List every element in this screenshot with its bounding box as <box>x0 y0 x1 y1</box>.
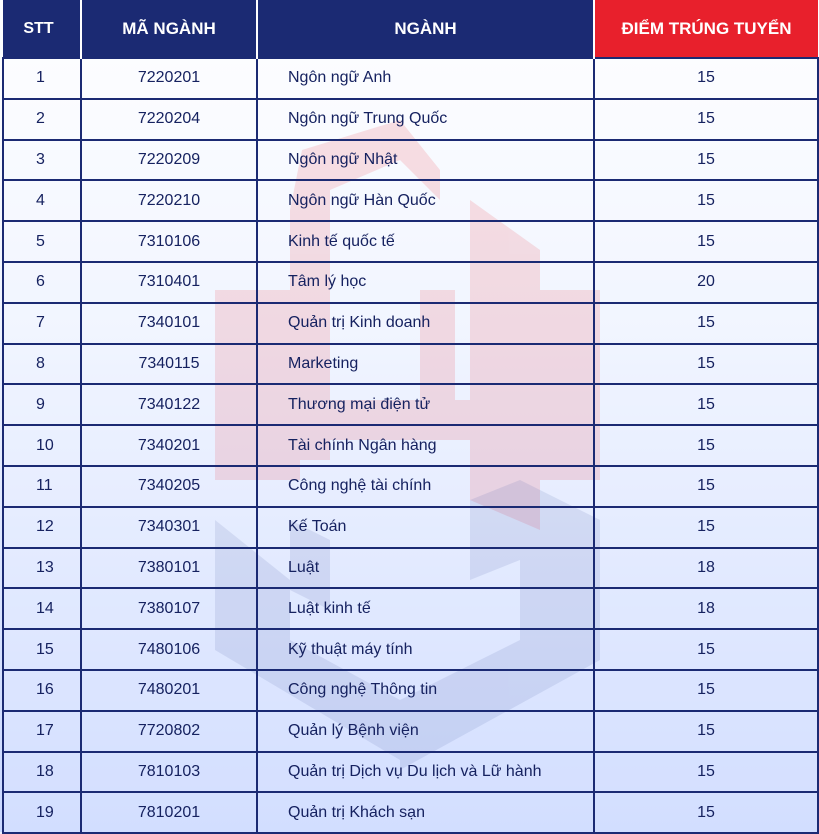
row-code: 7380107 <box>81 588 257 629</box>
row-major: Thương mại điện tử <box>257 384 594 425</box>
row-score: 15 <box>594 792 818 833</box>
row-score: 15 <box>594 670 818 711</box>
row-major: Ngôn ngữ Nhật <box>257 140 594 181</box>
table-row <box>3 792 818 833</box>
row-code: 7340115 <box>81 344 257 385</box>
row-stt: 18 <box>3 752 81 793</box>
row-stt: 2 <box>3 99 81 140</box>
header-score: ĐIỂM TRÚNG TUYỂN <box>594 0 818 58</box>
row-stt: 5 <box>3 221 81 262</box>
row-score: 15 <box>594 344 818 385</box>
row-score: 15 <box>594 711 818 752</box>
table-row <box>3 262 818 303</box>
row-stt: 14 <box>3 588 81 629</box>
row-code: 7340122 <box>81 384 257 425</box>
row-score: 15 <box>594 221 818 262</box>
row-score: 15 <box>594 303 818 344</box>
row-stt: 15 <box>3 629 81 670</box>
row-major: Tâm lý học <box>257 262 594 303</box>
row-code: 7480201 <box>81 670 257 711</box>
row-code: 7220210 <box>81 180 257 221</box>
table-row <box>3 344 818 385</box>
row-stt: 13 <box>3 548 81 589</box>
row-score: 15 <box>594 629 818 670</box>
header-code: MÃ NGÀNH <box>81 0 257 58</box>
row-score: 15 <box>594 384 818 425</box>
row-code: 7810103 <box>81 752 257 793</box>
row-major: Kinh tế quốc tế <box>257 221 594 262</box>
row-code: 7380101 <box>81 548 257 589</box>
row-code: 7810201 <box>81 792 257 833</box>
table-row <box>3 58 818 99</box>
row-stt: 11 <box>3 466 81 507</box>
row-code: 7220204 <box>81 99 257 140</box>
row-stt: 17 <box>3 711 81 752</box>
table-row <box>3 629 818 670</box>
row-major: Công nghệ tài chính <box>257 466 594 507</box>
row-major: Ngôn ngữ Hàn Quốc <box>257 180 594 221</box>
row-major: Quản lý Bệnh viện <box>257 711 594 752</box>
admission-scores-table <box>2 0 819 834</box>
row-code: 7340201 <box>81 425 257 466</box>
row-major: Quản trị Khách sạn <box>257 792 594 833</box>
row-code: 7340301 <box>81 507 257 548</box>
table-row <box>3 711 818 752</box>
row-score: 15 <box>594 58 818 99</box>
row-score: 15 <box>594 140 818 181</box>
row-major: Kỹ thuật máy tính <box>257 629 594 670</box>
table-row <box>3 221 818 262</box>
row-stt: 19 <box>3 792 81 833</box>
row-score: 18 <box>594 548 818 589</box>
table-row <box>3 180 818 221</box>
row-major: Luật kinh tế <box>257 588 594 629</box>
row-stt: 16 <box>3 670 81 711</box>
row-major: Quản trị Dịch vụ Du lịch và Lữ hành <box>257 752 594 793</box>
row-stt: 4 <box>3 180 81 221</box>
row-major: Tài chính Ngân hàng <box>257 425 594 466</box>
table-row <box>3 507 818 548</box>
table-row <box>3 140 818 181</box>
row-code: 7220201 <box>81 58 257 99</box>
row-score: 15 <box>594 507 818 548</box>
row-stt: 8 <box>3 344 81 385</box>
row-major: Công nghệ Thông tin <box>257 670 594 711</box>
table-row <box>3 466 818 507</box>
row-code: 7340205 <box>81 466 257 507</box>
table-row <box>3 752 818 793</box>
table-row <box>3 384 818 425</box>
row-major: Ngôn ngữ Anh <box>257 58 594 99</box>
row-major: Kế Toán <box>257 507 594 548</box>
row-code: 7340101 <box>81 303 257 344</box>
row-stt: 3 <box>3 140 81 181</box>
row-score: 15 <box>594 99 818 140</box>
table-row <box>3 670 818 711</box>
row-score: 15 <box>594 466 818 507</box>
row-stt: 1 <box>3 58 81 99</box>
row-stt: 12 <box>3 507 81 548</box>
table-row <box>3 99 818 140</box>
table-row <box>3 303 818 344</box>
row-major: Marketing <box>257 344 594 385</box>
row-score: 18 <box>594 588 818 629</box>
table-row <box>3 425 818 466</box>
table-header-row <box>3 0 818 58</box>
row-stt: 9 <box>3 384 81 425</box>
row-code: 7480106 <box>81 629 257 670</box>
row-stt: 10 <box>3 425 81 466</box>
header-major: NGÀNH <box>257 0 594 58</box>
row-stt: 6 <box>3 262 81 303</box>
row-score: 15 <box>594 180 818 221</box>
row-major: Ngôn ngữ Trung Quốc <box>257 99 594 140</box>
table-row <box>3 588 818 629</box>
row-code: 7720802 <box>81 711 257 752</box>
row-score: 20 <box>594 262 818 303</box>
row-major: Quản trị Kinh doanh <box>257 303 594 344</box>
header-stt: STT <box>3 0 81 58</box>
row-score: 15 <box>594 752 818 793</box>
row-code: 7310106 <box>81 221 257 262</box>
row-code: 7220209 <box>81 140 257 181</box>
row-stt: 7 <box>3 303 81 344</box>
table-row <box>3 548 818 589</box>
row-score: 15 <box>594 425 818 466</box>
row-major: Luật <box>257 548 594 589</box>
row-code: 7310401 <box>81 262 257 303</box>
